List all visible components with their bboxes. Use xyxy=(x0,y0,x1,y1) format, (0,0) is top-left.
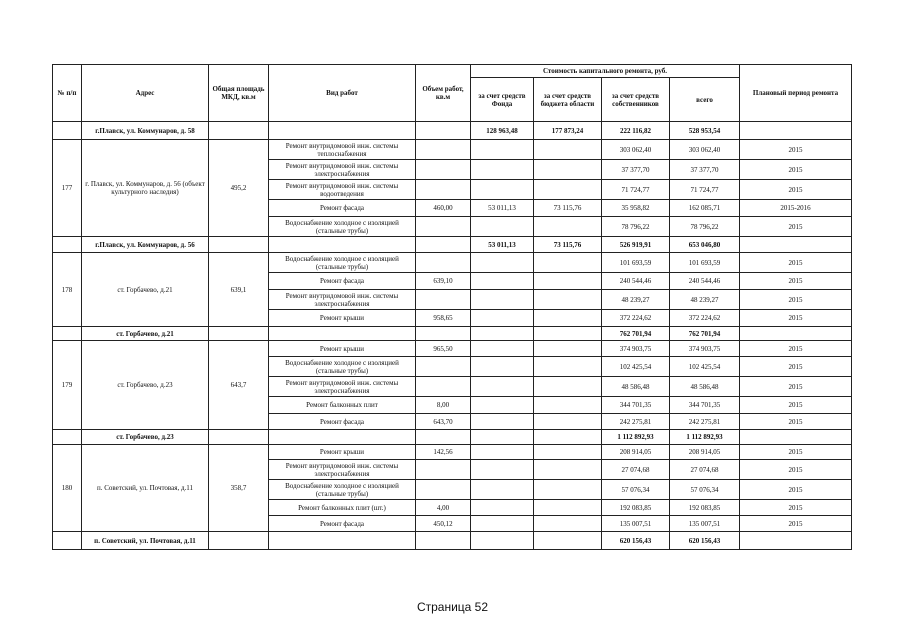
subtotal-fund xyxy=(471,532,534,550)
row-owners: 208 914,05 xyxy=(602,445,670,460)
row-regional xyxy=(534,445,602,460)
row-owners: 344 701,35 xyxy=(602,397,670,414)
table-row xyxy=(53,341,852,357)
row-owners: 135 007,51 xyxy=(602,516,670,532)
row-regional xyxy=(534,273,602,290)
subtotal-volume xyxy=(416,237,471,253)
subtotal-address: ст. Горбачево, д.21 xyxy=(82,327,209,341)
row-fund xyxy=(471,516,534,532)
subtotal-row xyxy=(53,122,852,140)
subtotal-total: 620 156,43 xyxy=(670,532,740,550)
row-volume: 643,70 xyxy=(416,414,471,430)
header-volume: Объем работ, кв.м xyxy=(416,65,471,122)
subtotal-total: 762 701,94 xyxy=(670,327,740,341)
row-num: 177 xyxy=(53,140,82,237)
row-regional xyxy=(534,357,602,377)
row-period: 2015 xyxy=(740,445,852,460)
header-cost-group: Стоимость капитального ремонта, руб. xyxy=(471,65,740,78)
subtotal-volume xyxy=(416,122,471,140)
row-regional xyxy=(534,217,602,237)
row-work: Водоснабжение холодное с изоляцией (стальные трубы) xyxy=(269,217,416,237)
row-period: 2015 xyxy=(740,180,852,200)
row-area: 358,7 xyxy=(209,445,269,532)
row-owners: 27 074,68 xyxy=(602,460,670,480)
subtotal-num-cell xyxy=(53,237,82,253)
row-fund xyxy=(471,310,534,327)
row-period: 2015 xyxy=(740,253,852,273)
row-address: п. Советский, ул. Почтовая, д.11 xyxy=(82,445,209,532)
row-fund xyxy=(471,397,534,414)
subtotal-fund: 128 963,48 xyxy=(471,122,534,140)
row-owners: 102 425,54 xyxy=(602,357,670,377)
row-total: 48 586,48 xyxy=(670,377,740,397)
row-total: 37 377,70 xyxy=(670,160,740,180)
subtotal-regional: 177 873,24 xyxy=(534,122,602,140)
subtotal-work-cell xyxy=(269,430,416,445)
row-regional xyxy=(534,290,602,310)
row-regional xyxy=(534,310,602,327)
row-period: 2015 xyxy=(740,140,852,160)
header-address: Адрес xyxy=(82,65,209,122)
row-work: Ремонт внутридомовой инж. системы электроснабжения xyxy=(269,290,416,310)
row-work: Ремонт фасада xyxy=(269,273,416,290)
row-owners: 78 796,22 xyxy=(602,217,670,237)
row-work: Ремонт внутридомовой инж. системы электроснабжения xyxy=(269,377,416,397)
row-owners: 71 724,77 xyxy=(602,180,670,200)
row-owners: 101 693,59 xyxy=(602,253,670,273)
row-owners: 374 903,75 xyxy=(602,341,670,357)
row-work: Ремонт крыши xyxy=(269,445,416,460)
row-work: Ремонт балконных плит xyxy=(269,397,416,414)
subtotal-work-cell xyxy=(269,327,416,341)
header-num: № п/п xyxy=(53,65,82,122)
row-total: 48 239,27 xyxy=(670,290,740,310)
row-address: ст. Горбачево, д.21 xyxy=(82,253,209,327)
subtotal-period xyxy=(740,327,852,341)
subtotal-area-cell xyxy=(209,237,269,253)
row-owners: 48 586,48 xyxy=(602,377,670,397)
row-volume: 8,00 xyxy=(416,397,471,414)
row-total: 135 007,51 xyxy=(670,516,740,532)
row-area: 643,7 xyxy=(209,341,269,430)
row-regional xyxy=(534,516,602,532)
row-fund xyxy=(471,357,534,377)
subtotal-area-cell xyxy=(209,122,269,140)
row-period: 2015 xyxy=(740,500,852,516)
row-regional xyxy=(534,341,602,357)
row-total: 101 693,59 xyxy=(670,253,740,273)
row-total: 102 425,54 xyxy=(670,357,740,377)
subtotal-address: ст. Горбачево, д.23 xyxy=(82,430,209,445)
table-header xyxy=(53,65,852,122)
subtotal-row xyxy=(53,430,852,445)
row-work: Ремонт внутридомовой инж. системы электроснабжения xyxy=(269,460,416,480)
subtotal-num-cell xyxy=(53,430,82,445)
row-work: Водоснабжение холодное с изоляцией (стальные трубы) xyxy=(269,253,416,273)
header-owners: за счет средств собственников xyxy=(602,78,670,122)
row-total: 372 224,62 xyxy=(670,310,740,327)
row-total: 242 275,81 xyxy=(670,414,740,430)
header-regional-budget: за счет средств бюджета области xyxy=(534,78,602,122)
row-work: Ремонт фасада xyxy=(269,200,416,217)
row-total: 78 796,22 xyxy=(670,217,740,237)
row-fund xyxy=(471,445,534,460)
row-volume xyxy=(416,357,471,377)
subtotal-row xyxy=(53,237,852,253)
row-total: 162 085,71 xyxy=(670,200,740,217)
row-total: 303 062,40 xyxy=(670,140,740,160)
row-num: 179 xyxy=(53,341,82,430)
subtotal-total: 1 112 892,93 xyxy=(670,430,740,445)
header-period: Плановый период ремонта xyxy=(740,65,852,122)
table-row xyxy=(53,140,852,160)
row-total: 240 544,46 xyxy=(670,273,740,290)
row-volume: 958,65 xyxy=(416,310,471,327)
row-period: 2015 xyxy=(740,460,852,480)
header-fund: за счет средств Фонда xyxy=(471,78,534,122)
subtotal-address: п. Советский, ул. Почтовая, д.11 xyxy=(82,532,209,550)
row-fund xyxy=(471,500,534,516)
subtotal-owners: 762 701,94 xyxy=(602,327,670,341)
subtotal-fund xyxy=(471,430,534,445)
row-volume: 460,00 xyxy=(416,200,471,217)
capital-repair-table xyxy=(52,64,852,550)
subtotal-volume xyxy=(416,430,471,445)
row-work: Ремонт крыши xyxy=(269,341,416,357)
row-fund xyxy=(471,460,534,480)
row-area: 639,1 xyxy=(209,253,269,327)
subtotal-row xyxy=(53,532,852,550)
row-address: г. Плавск, ул. Коммунаров, д. 56 (объект культурного наследия) xyxy=(82,140,209,237)
row-regional xyxy=(534,253,602,273)
row-total: 208 914,05 xyxy=(670,445,740,460)
subtotal-row xyxy=(53,327,852,341)
row-fund: 53 011,13 xyxy=(471,200,534,217)
row-volume xyxy=(416,480,471,500)
subtotal-total: 653 046,80 xyxy=(670,237,740,253)
subtotal-address: г.Плавск, ул. Коммунаров, д. 58 xyxy=(82,122,209,140)
subtotal-period xyxy=(740,237,852,253)
header-total: всего xyxy=(670,78,740,122)
row-owners: 48 239,27 xyxy=(602,290,670,310)
row-period: 2015 xyxy=(740,310,852,327)
row-work: Водоснабжение холодное с изоляцией (стальные трубы) xyxy=(269,480,416,500)
row-volume: 4,00 xyxy=(416,500,471,516)
row-regional xyxy=(534,140,602,160)
row-volume xyxy=(416,253,471,273)
row-regional xyxy=(534,460,602,480)
row-fund xyxy=(471,414,534,430)
subtotal-owners: 222 116,82 xyxy=(602,122,670,140)
row-fund xyxy=(471,341,534,357)
row-regional xyxy=(534,500,602,516)
subtotal-area-cell xyxy=(209,327,269,341)
row-regional xyxy=(534,180,602,200)
row-total: 344 701,35 xyxy=(670,397,740,414)
subtotal-fund xyxy=(471,327,534,341)
row-period: 2015 xyxy=(740,341,852,357)
subtotal-regional xyxy=(534,532,602,550)
subtotal-fund: 53 011,13 xyxy=(471,237,534,253)
row-work: Ремонт балконных плит (шт.) xyxy=(269,500,416,516)
row-owners: 192 083,85 xyxy=(602,500,670,516)
row-fund xyxy=(471,290,534,310)
row-volume: 142,56 xyxy=(416,445,471,460)
subtotal-num-cell xyxy=(53,122,82,140)
row-period: 2015 xyxy=(740,160,852,180)
row-volume xyxy=(416,160,471,180)
row-volume xyxy=(416,140,471,160)
row-fund xyxy=(471,273,534,290)
row-fund xyxy=(471,480,534,500)
subtotal-work-cell xyxy=(269,532,416,550)
row-volume: 639,10 xyxy=(416,273,471,290)
row-owners: 35 958,82 xyxy=(602,200,670,217)
row-volume xyxy=(416,460,471,480)
row-regional xyxy=(534,377,602,397)
row-fund xyxy=(471,160,534,180)
subtotal-volume xyxy=(416,532,471,550)
table-body xyxy=(53,122,852,550)
subtotal-area-cell xyxy=(209,532,269,550)
row-regional xyxy=(534,397,602,414)
row-period: 2015 xyxy=(740,217,852,237)
row-period: 2015 xyxy=(740,414,852,430)
subtotal-period xyxy=(740,122,852,140)
subtotal-work-cell xyxy=(269,122,416,140)
subtotal-owners: 1 112 892,93 xyxy=(602,430,670,445)
row-fund xyxy=(471,253,534,273)
subtotal-area-cell xyxy=(209,430,269,445)
row-regional: 73 115,76 xyxy=(534,200,602,217)
row-work: Ремонт крыши xyxy=(269,310,416,327)
row-work: Ремонт фасада xyxy=(269,414,416,430)
row-period: 2015 xyxy=(740,480,852,500)
subtotal-total: 528 953,54 xyxy=(670,122,740,140)
row-regional xyxy=(534,160,602,180)
row-address: ст. Горбачево, д.23 xyxy=(82,341,209,430)
subtotal-regional: 73 115,76 xyxy=(534,237,602,253)
row-total: 374 903,75 xyxy=(670,341,740,357)
header-work-type: Вид работ xyxy=(269,65,416,122)
row-total: 27 074,68 xyxy=(670,460,740,480)
row-volume xyxy=(416,180,471,200)
header-area: Общая площадь МКД, кв.м xyxy=(209,65,269,122)
row-total: 71 724,77 xyxy=(670,180,740,200)
subtotal-regional xyxy=(534,327,602,341)
row-work: Ремонт внутридомовой инж. системы водоотведения xyxy=(269,180,416,200)
row-owners: 372 224,62 xyxy=(602,310,670,327)
row-volume xyxy=(416,290,471,310)
row-volume: 965,50 xyxy=(416,341,471,357)
subtotal-num-cell xyxy=(53,327,82,341)
subtotal-owners: 620 156,43 xyxy=(602,532,670,550)
subtotal-volume xyxy=(416,327,471,341)
subtotal-work-cell xyxy=(269,237,416,253)
row-volume xyxy=(416,217,471,237)
row-work: Ремонт фасада xyxy=(269,516,416,532)
row-volume xyxy=(416,377,471,397)
row-period: 2015-2016 xyxy=(740,200,852,217)
row-owners: 37 377,70 xyxy=(602,160,670,180)
page-number: Страница 52 xyxy=(416,600,489,614)
row-work: Ремонт внутридомовой инж. системы электроснабжения xyxy=(269,160,416,180)
row-total: 192 083,85 xyxy=(670,500,740,516)
subtotal-address: г.Плавск, ул. Коммунаров, д. 56 xyxy=(82,237,209,253)
row-period: 2015 xyxy=(740,273,852,290)
row-total: 57 076,34 xyxy=(670,480,740,500)
row-num: 180 xyxy=(53,445,82,532)
row-period: 2015 xyxy=(740,290,852,310)
row-owners: 240 544,46 xyxy=(602,273,670,290)
row-period: 2015 xyxy=(740,357,852,377)
subtotal-period xyxy=(740,430,852,445)
row-volume: 450,12 xyxy=(416,516,471,532)
row-period: 2015 xyxy=(740,377,852,397)
row-period: 2015 xyxy=(740,397,852,414)
row-fund xyxy=(471,180,534,200)
row-regional xyxy=(534,480,602,500)
row-period: 2015 xyxy=(740,516,852,532)
subtotal-num-cell xyxy=(53,532,82,550)
row-regional xyxy=(534,414,602,430)
subtotal-regional xyxy=(534,430,602,445)
subtotal-period xyxy=(740,532,852,550)
row-fund xyxy=(471,217,534,237)
row-owners: 242 275,81 xyxy=(602,414,670,430)
row-fund xyxy=(471,140,534,160)
row-owners: 57 076,34 xyxy=(602,480,670,500)
row-area: 495,2 xyxy=(209,140,269,237)
table-row xyxy=(53,253,852,273)
row-work: Водоснабжение холодное с изоляцией (стальные трубы) xyxy=(269,357,416,377)
row-num: 178 xyxy=(53,253,82,327)
row-owners: 303 062,40 xyxy=(602,140,670,160)
row-work: Ремонт внутридомовой инж. системы теплоснабжения xyxy=(269,140,416,160)
row-fund xyxy=(471,377,534,397)
subtotal-owners: 526 919,91 xyxy=(602,237,670,253)
table-row xyxy=(53,445,852,460)
